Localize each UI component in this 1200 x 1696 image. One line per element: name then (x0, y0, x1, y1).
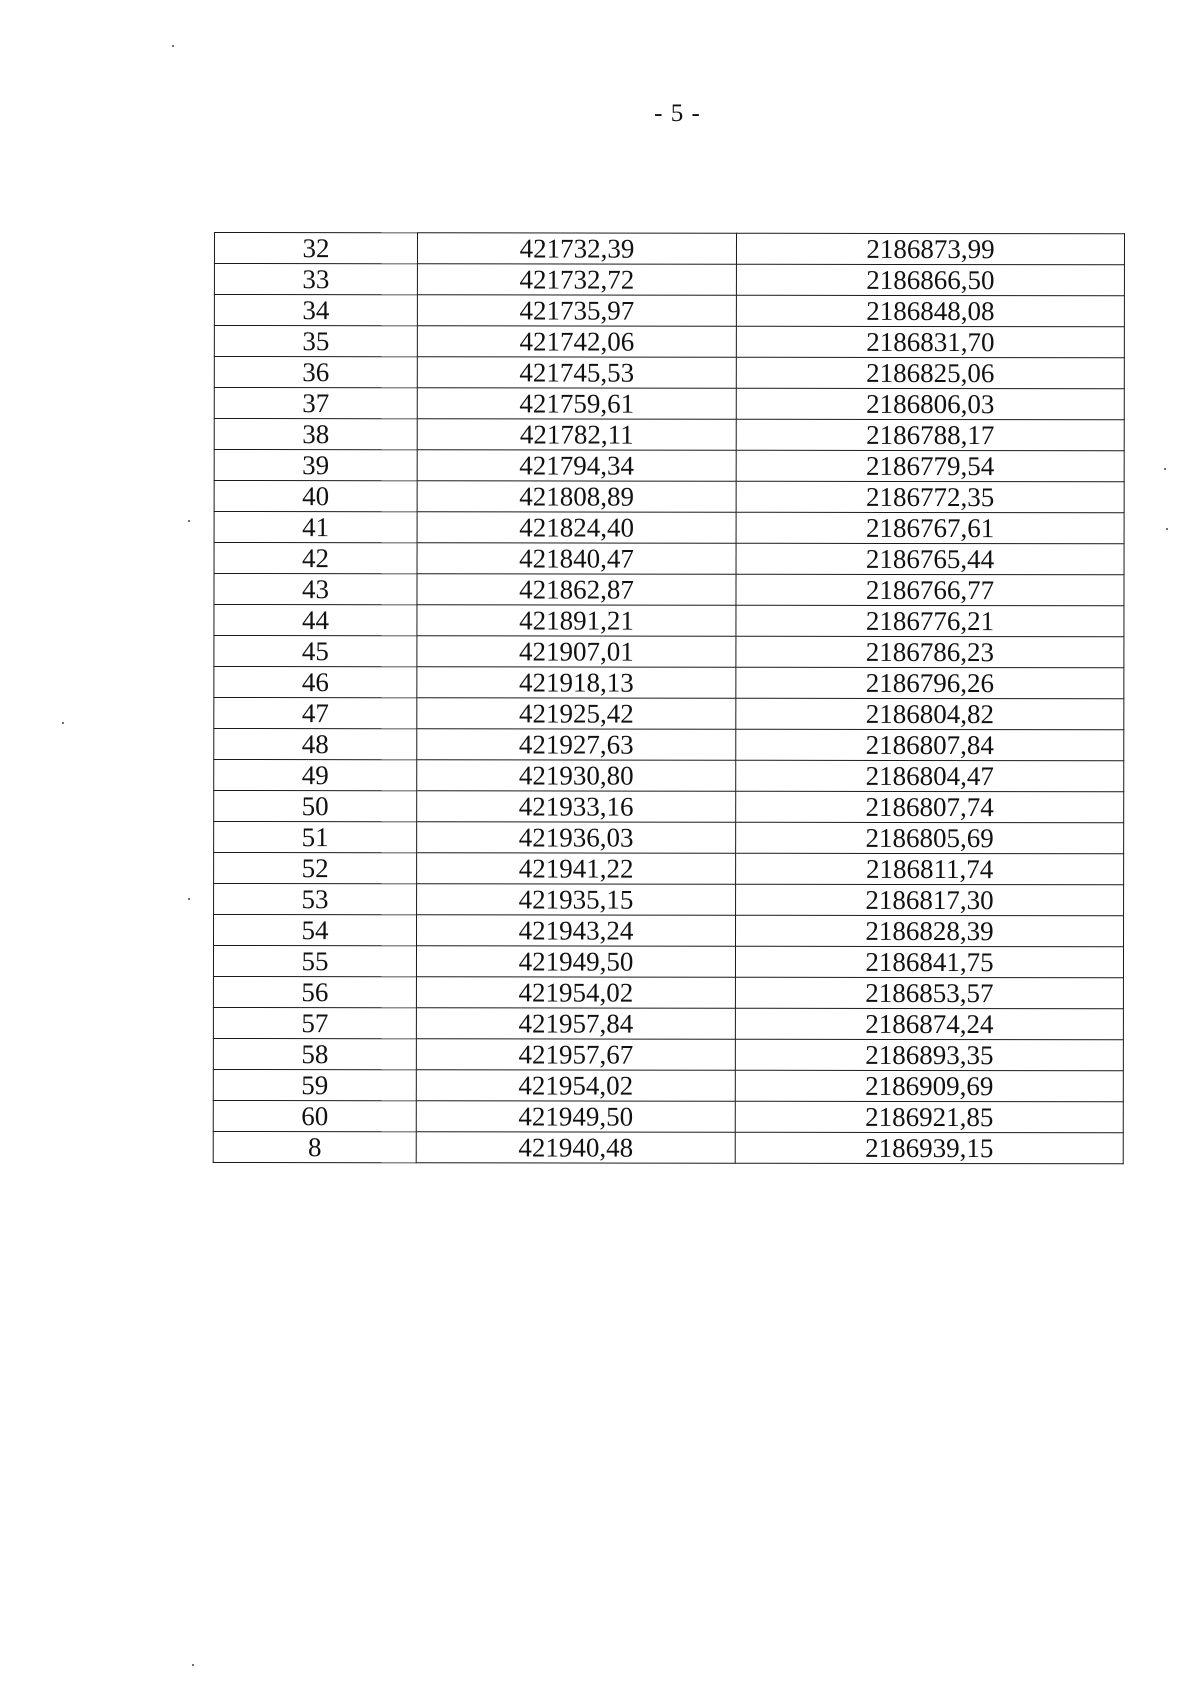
scan-speck (1166, 528, 1168, 530)
point-number-cell: 56 (213, 977, 416, 1008)
coordinates-table-body (213, 233, 1124, 1164)
point-number-cell: 45 (214, 636, 417, 667)
x-coordinate-cell: 421745,53 (417, 357, 736, 388)
table-row (214, 543, 1124, 575)
table-row (214, 388, 1124, 420)
table-row (214, 481, 1124, 513)
x-coordinate-cell: 421954,02 (416, 1070, 735, 1101)
table-row (213, 1100, 1123, 1132)
y-coordinate-cell: 2186848,08 (736, 295, 1124, 327)
x-coordinate-cell: 421862,87 (417, 574, 736, 605)
y-coordinate-cell: 2186807,84 (736, 729, 1124, 761)
y-coordinate-cell: 2186767,61 (736, 512, 1124, 544)
x-coordinate-cell: 421735,97 (417, 295, 736, 326)
x-coordinate-cell: 421954,02 (416, 977, 735, 1008)
table-row (214, 450, 1124, 482)
x-coordinate-cell: 421949,50 (416, 1101, 735, 1132)
point-number-cell: 32 (214, 233, 417, 264)
table-row (214, 574, 1124, 606)
point-number-cell: 59 (213, 1069, 416, 1100)
y-coordinate-cell: 2186939,15 (735, 1132, 1123, 1164)
point-number-cell: 46 (214, 667, 417, 698)
table-row (214, 233, 1124, 265)
table-row (214, 729, 1124, 761)
x-coordinate-cell: 421759,61 (417, 388, 736, 419)
x-coordinate-cell: 421927,63 (417, 729, 736, 760)
table-row (214, 760, 1124, 792)
y-coordinate-cell: 2186831,70 (736, 326, 1124, 358)
x-coordinate-cell: 421742,06 (417, 326, 736, 357)
scan-speck (188, 520, 190, 522)
table-row (214, 698, 1124, 730)
point-number-cell: 58 (213, 1038, 416, 1069)
x-coordinate-cell: 421957,84 (416, 1008, 735, 1039)
x-coordinate-cell: 421732,72 (417, 264, 736, 295)
table-row (213, 1038, 1123, 1070)
x-coordinate-cell: 421891,21 (417, 605, 736, 636)
y-coordinate-cell: 2186805,69 (736, 822, 1124, 854)
y-coordinate-cell: 2186788,17 (736, 419, 1124, 451)
x-coordinate-cell: 421732,39 (417, 233, 736, 264)
y-coordinate-cell: 2186825,06 (736, 357, 1124, 389)
y-coordinate-cell: 2186893,35 (735, 1039, 1123, 1071)
table-row (214, 326, 1124, 358)
table-row (213, 1131, 1123, 1163)
table-row (213, 1007, 1123, 1039)
x-coordinate-cell: 421940,48 (416, 1132, 735, 1163)
x-coordinate-cell: 421941,22 (417, 853, 736, 884)
x-coordinate-cell: 421840,47 (417, 543, 736, 574)
point-number-cell: 48 (214, 729, 417, 760)
point-number-cell: 51 (214, 822, 417, 853)
x-coordinate-cell: 421824,40 (417, 512, 736, 543)
y-coordinate-cell: 2186921,85 (735, 1101, 1123, 1133)
y-coordinate-cell: 2186874,24 (735, 1008, 1123, 1040)
x-coordinate-cell: 421935,15 (417, 884, 736, 915)
y-coordinate-cell: 2186866,50 (736, 264, 1124, 296)
table-row (214, 822, 1124, 854)
table-row (214, 357, 1124, 389)
x-coordinate-cell: 421933,16 (417, 791, 736, 822)
point-number-cell: 34 (214, 295, 417, 326)
table-row (213, 977, 1123, 1009)
point-number-cell: 52 (214, 853, 417, 884)
point-number-cell: 39 (214, 450, 417, 481)
point-number-cell: 50 (214, 791, 417, 822)
table-row (214, 512, 1124, 544)
table-row (214, 915, 1124, 947)
table-row (214, 605, 1124, 637)
coordinates-table (213, 232, 1125, 1164)
point-number-cell: 41 (214, 512, 417, 543)
x-coordinate-cell: 421918,13 (417, 667, 736, 698)
point-number-cell: 43 (214, 574, 417, 605)
y-coordinate-cell: 2186776,21 (736, 605, 1124, 637)
y-coordinate-cell: 2186909,69 (735, 1070, 1123, 1102)
table-row (214, 636, 1124, 668)
table-row (214, 884, 1124, 916)
point-number-cell: 55 (213, 946, 416, 977)
table-row (214, 419, 1124, 451)
scan-speck (62, 722, 64, 724)
x-coordinate-cell: 421808,89 (417, 481, 736, 512)
point-number-cell: 49 (214, 760, 417, 791)
point-number-cell: 35 (214, 326, 417, 357)
y-coordinate-cell: 2186779,54 (736, 450, 1124, 482)
scan-speck (1164, 468, 1166, 470)
point-number-cell: 47 (214, 698, 417, 729)
y-coordinate-cell: 2186804,47 (736, 760, 1124, 792)
y-coordinate-cell: 2186772,35 (736, 481, 1124, 513)
table-row (213, 1069, 1123, 1101)
x-coordinate-cell: 421936,03 (417, 822, 736, 853)
point-number-cell: 42 (214, 543, 417, 574)
x-coordinate-cell: 421782,11 (417, 419, 736, 450)
point-number-cell: 54 (214, 915, 417, 946)
point-number-cell: 36 (214, 357, 417, 388)
y-coordinate-cell: 2186804,82 (736, 698, 1124, 730)
page-number: - 5 - (654, 100, 701, 127)
x-coordinate-cell: 421949,50 (416, 946, 735, 977)
table-row (214, 667, 1124, 699)
x-coordinate-cell: 421907,01 (417, 636, 736, 667)
table-row (214, 295, 1124, 327)
point-number-cell: 53 (214, 884, 417, 915)
point-number-cell: 8 (213, 1131, 416, 1162)
x-coordinate-cell: 421957,67 (416, 1039, 735, 1070)
y-coordinate-cell: 2186766,77 (736, 574, 1124, 606)
y-coordinate-cell: 2186853,57 (735, 977, 1123, 1009)
point-number-cell: 37 (214, 388, 417, 419)
y-coordinate-cell: 2186873,99 (736, 233, 1124, 265)
y-coordinate-cell: 2186806,03 (736, 388, 1124, 420)
y-coordinate-cell: 2186796,26 (736, 667, 1124, 699)
y-coordinate-cell: 2186765,44 (736, 543, 1124, 575)
point-number-cell: 44 (214, 605, 417, 636)
y-coordinate-cell: 2186786,23 (736, 636, 1124, 668)
y-coordinate-cell: 2186807,74 (736, 791, 1124, 823)
y-coordinate-cell: 2186841,75 (735, 946, 1123, 978)
table-row (213, 946, 1123, 978)
table-row (214, 264, 1124, 296)
x-coordinate-cell: 421794,34 (417, 450, 736, 481)
scan-speck (188, 898, 190, 900)
point-number-cell: 57 (213, 1007, 416, 1038)
scan-speck (192, 1664, 194, 1666)
table-row (214, 791, 1124, 823)
point-number-cell: 38 (214, 419, 417, 450)
x-coordinate-cell: 421930,80 (417, 760, 736, 791)
x-coordinate-cell: 421943,24 (417, 915, 736, 946)
y-coordinate-cell: 2186828,39 (736, 915, 1124, 947)
table-row (214, 853, 1124, 885)
y-coordinate-cell: 2186817,30 (736, 884, 1124, 916)
point-number-cell: 40 (214, 481, 417, 512)
y-coordinate-cell: 2186811,74 (736, 853, 1124, 885)
x-coordinate-cell: 421925,42 (417, 698, 736, 729)
point-number-cell: 33 (214, 264, 417, 295)
point-number-cell: 60 (213, 1100, 416, 1131)
scan-speck (172, 45, 174, 47)
